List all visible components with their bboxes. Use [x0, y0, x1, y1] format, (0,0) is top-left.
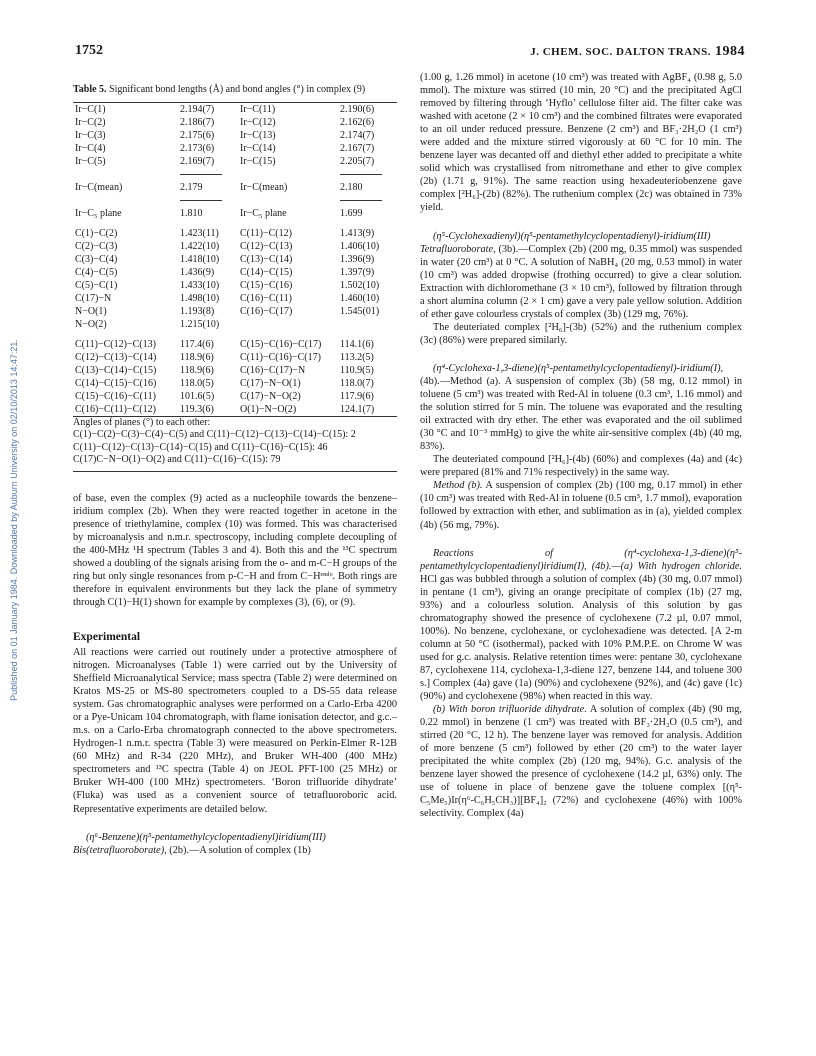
body-paragraph: All reactions were carried out routinely under a protective atmosphere of nitrogen. Microanalyses (Table 1) were carried out by the University of Sheffield Microanalytical Service; mass spectra (Table 2) were determined on Kratos MS-25 or MS-80 spectrometers coupled to a DS-55 data release system. Gas chromatographic analyses were performed on a Carlo-Erba 4200 or a Pye-Unicam 104 chromatograph, with flame ionisation detector, and g.c.–m.s. on a Carlo-Erba chromatograph connected to the above spectrometers. Hydrogen-1 n.m.r. spectra (Table 3) were measured on Perkin-Elmer R-12B (60 MHz) and R-34 (220 MHz), and Bruker WH-400 (400 MHz) spectrometers and ¹³C spectra (Table 4) on JEOL PFT-100 (25 MHz) or Bruker WH-400 (100 MHz) spectrometers. ‘Boron trifluoride dihydrate’ (Fluka) was used as a convenient source of tetrafluoroboric acid. Representative experiments are detailed below. [73, 646, 397, 815]
table-caption-label: Table 5. [73, 84, 107, 95]
table-cell: Ir−C₅ plane [75, 207, 122, 219]
procedure-heading: (η⁵-Cyclohexadienyl)(η⁵-pentamethylcyclopentadienyl)-iridium(III) Tetrafluoroborate, [420, 230, 711, 255]
journal-year: 1984 [715, 44, 745, 59]
table-cell [240, 318, 340, 331]
table-cell: 2.194(7) [180, 103, 215, 115]
table-cell: 1.422(10) [180, 240, 220, 252]
body-paragraph: (1.00 g, 1.26 mmol) in acetone (10 cm³) was treated with AgBF₄ (0.98 g, 5.0 mmol). The mixture was stirred (10 min, 20 °C) and the precipitated AgCl removed by filtering through ‘Hyflo’ cellulose filter aid. The filter cake was washed with acetone (2 × 10 cm³) and the combined filtrates were evaporated to an oil under reduced pressure. Benzene (2 cm³) and BF₃·2H₂O (1 cm³) were added and the mixture stirred vigorously at 60 °C for 10 min. The benzene layer was decanted off and diethyl ether added to precipitate a white solid which was crystallised from nitromethane and ether to give complex (2b) (1.71 g, 91%). The same reaction using hexadeuteriobenzene gave complex [²H₆]-(2b) (82%). The ruthenium complex (2c) was obtained in 73% yield. [420, 72, 742, 214]
table-row [73, 181, 397, 194]
table-cell: 1.193(8) [180, 305, 215, 317]
table-cell: C(12)−C(13)−C(14) [75, 351, 157, 363]
table-cell: Ir−C₅ plane [240, 207, 287, 219]
procedure-heading: (b) With boron trifluoride dihydrate. [433, 704, 587, 716]
table-cell: 2.205(7) [340, 155, 375, 167]
table-cell: N−O(1) [75, 305, 107, 317]
table-cell: 114.1(6) [340, 338, 374, 350]
table-cell: 1.810 [180, 207, 203, 219]
table-row [73, 292, 397, 305]
table-cell: 1.545(01) [340, 305, 380, 317]
table-cell: 117.9(6) [340, 390, 374, 402]
table-cell: 2.174(7) [340, 129, 375, 141]
table-cell [340, 318, 397, 331]
table-cell: C(16)−C(17) [240, 305, 293, 317]
table-cell: Ir−C(5) [75, 155, 106, 167]
table-cell: C(16)−C(11)−C(12) [75, 403, 156, 415]
procedure-text: A solution of complex (4b) (90 mg, 0.22 mmol) in benzene (1 cm³) was treated with BF₃·2H₂O (0.5 cm³), and stirred (20 °C, 12 h). The benzene layer was removed for analysis. Addition of more benzene (5 cm³) followed by ether (20 cm³) to the water layer precipitated the white complex (2b) (120 mg, 94%). G.c. analysis of the benzene layer showed the presence of cyclohexene (14.2 µl, 63%) only. The use of toluene in place of benzene gave the toluene complex [(η⁵-C₅Me₅)Ir(η⁶-C₆H₅CH₃)][BF₄]₂ (72%) and cyclohexene (46%) with 100% selectivity. Complex (4a) [420, 704, 742, 820]
table-cell: C(11)−C(12)−C(13) [75, 338, 156, 350]
table-cell: O(1)−N−O(2) [240, 403, 297, 415]
table-row [73, 364, 397, 377]
table-cell: 1.699 [340, 207, 363, 219]
right-column [420, 71, 742, 821]
table-cell: Ir−C(mean) [240, 181, 288, 193]
procedure-heading: (η⁴-Cyclohexa-1,3-diene)(η⁵-pentamethylcyclopentadienyl)-iridium(I), [433, 362, 724, 374]
table-row [73, 338, 397, 351]
table-cell: C(17)−N−O(2) [240, 390, 301, 402]
table-cell: 1.436(9) [180, 266, 215, 278]
procedure-heading: (η⁶-Benzene)(η⁵-pentamethylcyclopentadienyl)iridium(III) Bis(tetrafluoroborate), [73, 831, 326, 856]
table-cell: 1.413(9) [340, 227, 375, 239]
table-cell: Ir−C(13) [240, 129, 276, 141]
section-title-experimental: Experimental [73, 630, 141, 643]
table-row [73, 377, 397, 390]
procedure-text: A suspension of complex (2b) (100 mg, 0.17 mmol) in ether (10 cm³) was treated with Red-Al in toluene (0.5 cm³, 1.7 mmol), evaporation followed by extraction with ether, and sublimation as in (a), yielded complex (4b) (56 mg, 79%). [420, 480, 743, 531]
table-row [73, 253, 397, 266]
table-row [73, 142, 397, 155]
table-cell: Ir−C(15) [240, 155, 276, 167]
plane-angles [73, 417, 397, 472]
table-cell: C(16)−C(17)−N [240, 364, 306, 376]
table-cell: 117.4(6) [180, 338, 214, 350]
bond-table [73, 102, 397, 417]
table-cell: 2.186(7) [180, 116, 215, 128]
table-cell: Ir−C(4) [75, 142, 106, 154]
table-cell: Ir−C(1) [75, 103, 106, 115]
table-cell: 1.418(10) [180, 253, 220, 265]
table-cell: 101.6(5) [180, 390, 215, 402]
table-cell: Ir−C(11) [240, 103, 276, 115]
table-cell: 1.396(9) [340, 253, 375, 265]
download-watermark-text: Published on 01 January 1984. Downloaded by Auburn University on 02/10/2013 14:47:21. [9, 339, 19, 701]
method-label: Method (b). [433, 480, 483, 492]
table-cell: 1.460(10) [340, 292, 380, 304]
table-cell: Ir−C(mean) [75, 181, 123, 193]
table-row [73, 240, 397, 253]
procedure-paragraph [420, 547, 742, 704]
table-cell: 1.397(9) [340, 266, 375, 278]
table-cell: Ir−C(3) [75, 129, 106, 141]
body-paragraph: of base, even the complex (9) acted as a nucleophile towards the benzene–iridium complex (2b). When they were reacted together in acetone in the presence of triethylamine, complex (10) was formed. This was characterised by microanalysis and n.m.r. spectroscopy, including complete decoupling of the 400-MHz ¹H spectrum (Tables 3 and 4). Both this and the ¹³C spectrum showed a doubling of the signals arising from the o- and m-C−H groups of the ring but only single resonances from p-C−H and from C−Hᵉⁿᵈᵒ. Both rings are therefore in equivalent environments but they lack the plane of symmetry through C(1)−H(1) shown for example by complexes (3), (6), or (9). [73, 492, 397, 608]
procedure-paragraph [73, 831, 397, 857]
table-cell: 2.169(7) [180, 155, 215, 167]
table-cell: 2.173(6) [180, 142, 215, 154]
table-cell: N−O(2) [75, 318, 107, 330]
table-cell: 119.3(6) [180, 403, 214, 415]
table-cell: 118.9(6) [180, 351, 214, 363]
table-caption [73, 84, 397, 97]
table-cell: 124.1(7) [340, 403, 375, 415]
page-number: 1752 [75, 43, 103, 58]
table-row [73, 116, 397, 129]
table-cell: 110.9(5) [340, 364, 374, 376]
table-cell: 1.498(10) [180, 292, 220, 304]
download-watermark [2, 230, 26, 810]
table-cell: C(2)−C(3) [75, 240, 118, 252]
table-cell: 2.162(6) [340, 116, 375, 128]
table-cell: C(15)−C(16)−C(17) [240, 338, 322, 350]
table-row [73, 155, 397, 168]
table-cell: 2.179 [180, 181, 203, 193]
table-cell: C(15)−C(16)−C(11) [75, 390, 156, 402]
table-cell: 1.406(10) [340, 240, 380, 252]
journal-name: J. CHEM. SOC. DALTON TRANS. [530, 46, 711, 58]
table-cell: 2.180 [340, 181, 363, 193]
table-cell: C(14)−C(15) [240, 266, 293, 278]
table-cell: 2.175(6) [180, 129, 215, 141]
table-cell: Ir−C(12) [240, 116, 276, 128]
procedure-text: (4b).—Method (a). A suspension of complex (3b) (58 mg, 0.12 mmol) in toluene (5 cm³) was treated with Red-Al in toluene (0.3 cm³, 1.16 mmol) and the solution stirred for 5 min. The toluene was evaporated and the resulting oil extracted with dry ether. The ether was evaporated and the oil sublimed (30 °C and 10⁻³ mmHg) to give the white air-sensitive complex (4b) (40 mg, 83%). [420, 375, 742, 453]
table-caption-text: Significant bond lengths (Å) and bond angles (°) in complex (9) [109, 84, 366, 95]
procedure-heading: Reactions of (η⁴-cyclohexa-1,3-diene)(η⁵-pentamethylcyclopentadienyl)iridium(I), (4b).—(a) With hydrogen chloride. [420, 547, 742, 572]
procedure-text: (2b).—A solution of complex (1b) [169, 844, 311, 856]
plane-angle-line: C(11)−C(12)−C(13)−C(14)−C(15) and C(11)−C(16)−C(15): 46 [73, 441, 328, 453]
table-cell: 118.0(5) [180, 377, 214, 389]
table-row [73, 318, 397, 331]
journal-header [530, 44, 745, 60]
procedure-paragraph [420, 230, 742, 321]
procedure-paragraph [420, 479, 742, 531]
table-cell: 113.2(5) [340, 351, 374, 363]
table-cell: Ir−C(2) [75, 116, 106, 128]
left-column [73, 84, 397, 857]
table-cell: Ir−C(14) [240, 142, 276, 154]
table-row [73, 227, 397, 240]
plane-angle-line: C(1)−C(2)−C(3)−C(4)−C(5) and C(11)−C(12)−C(13)−C(14)−C(15): 2 [73, 429, 356, 440]
table-cell: 1.502(10) [340, 279, 380, 291]
table-row [73, 207, 397, 220]
table-cell: 2.190(6) [340, 103, 375, 115]
table-row [73, 351, 397, 364]
table-row [73, 403, 397, 417]
table-cell: C(17)−N−O(1) [240, 377, 301, 389]
table-cell: C(4)−C(5) [75, 266, 118, 278]
table-cell: 2.167(7) [340, 142, 375, 154]
table-cell: C(13)−C(14) [240, 253, 293, 265]
procedure-paragraph [420, 362, 742, 453]
table-cell: C(11)−C(12) [240, 227, 292, 239]
table-cell: C(11)−C(16)−C(17) [240, 351, 321, 363]
table-cell: C(5)−C(1) [75, 279, 118, 291]
table-cell: 1.433(10) [180, 279, 220, 291]
body-paragraph: The deuteriated compound [²H₆]-(4b) (60%) and complexes (4a) and (4c) were prepared (81% and 71% respectively) in the same way. [420, 454, 742, 479]
table-cell: C(16)−C(11) [240, 292, 292, 304]
table-row [73, 129, 397, 142]
table-cell: C(17)−N [75, 292, 112, 304]
table-row [73, 305, 397, 318]
table-cell: 1.215(10) [180, 318, 220, 330]
plane-angle-line: C(17)C−N−O(1)−O(2) and C(11)−C(16)−C(15): 79 [73, 454, 281, 465]
table-cell: C(12)−C(13) [240, 240, 293, 252]
table-cell: 118.0(7) [340, 377, 374, 389]
table-cell: C(14)−C(15)−C(16) [75, 377, 157, 389]
procedure-text: HCl gas was bubbled through a solution of complex (4b) (30 mg, 0.07 mmol) in pentane (1 cm³), giving an orange precipitate of complex (1b) (27 mg, 93%) and a colourless solution. Analysis of this solution by gas chromatography showed the presence of cyclohexene (7.2 µl, 0.07 mmol, 100%). No benzene, cyclohexane, or cyclohexadiene was detected. [A 2-m column at 50 °C (isothermal), packed with 10% P.M.P.E. on Chrome W was used for g.c. analysis. Relative retention times were: pentane 30, cyclohexane 87, cyclohexene 114, cyclohexa-1,3-diene 127, benzene 144, and toluene 300 s.] Complex (4a) gave (1a) (90%) and cyclohexene (92%), and (4c) gave (1c) (90%) and cyclohexene (98%) when reacted in this way. [420, 573, 742, 703]
table-cell: C(15)−C(16) [240, 279, 293, 291]
procedure-paragraph [420, 703, 742, 820]
table-cell: C(1)−C(2) [75, 227, 118, 239]
table-cell: 118.9(6) [180, 364, 214, 376]
table-row [73, 266, 397, 279]
table-cell: C(3)−C(4) [75, 253, 118, 265]
table-cell: C(13)−C(14)−C(15) [75, 364, 157, 376]
procedure-text: (3b).—Complex (2b) (200 mg, 0.35 mmol) was suspended in water (20 cm³) at 0 °C. A solution of NaBH₄ (20 mg, 0.53 mmol) in water (10 cm³) was added dropwise (frothing occurred) to give a clear solution. Extraction with dichloromethane (3 × 10 cm³), followed by filtration through a short alumina column (2 × 1 cm) gave a very pale yellow solution. Addition of ether gave colourless crystals of complex (3b) (129 mg, 76%). [420, 243, 742, 320]
table-row [73, 279, 397, 292]
table-cell: 1.423(11) [180, 227, 219, 239]
table-row [73, 102, 397, 116]
table-row [73, 390, 397, 403]
body-paragraph: The deuteriated complex [²H₆]-(3b) (52%) and the ruthenium complex (3c) (86%) were prepared similarly. [420, 321, 742, 346]
plane-angles-title: Angles of planes (°) to each other: [73, 416, 211, 428]
